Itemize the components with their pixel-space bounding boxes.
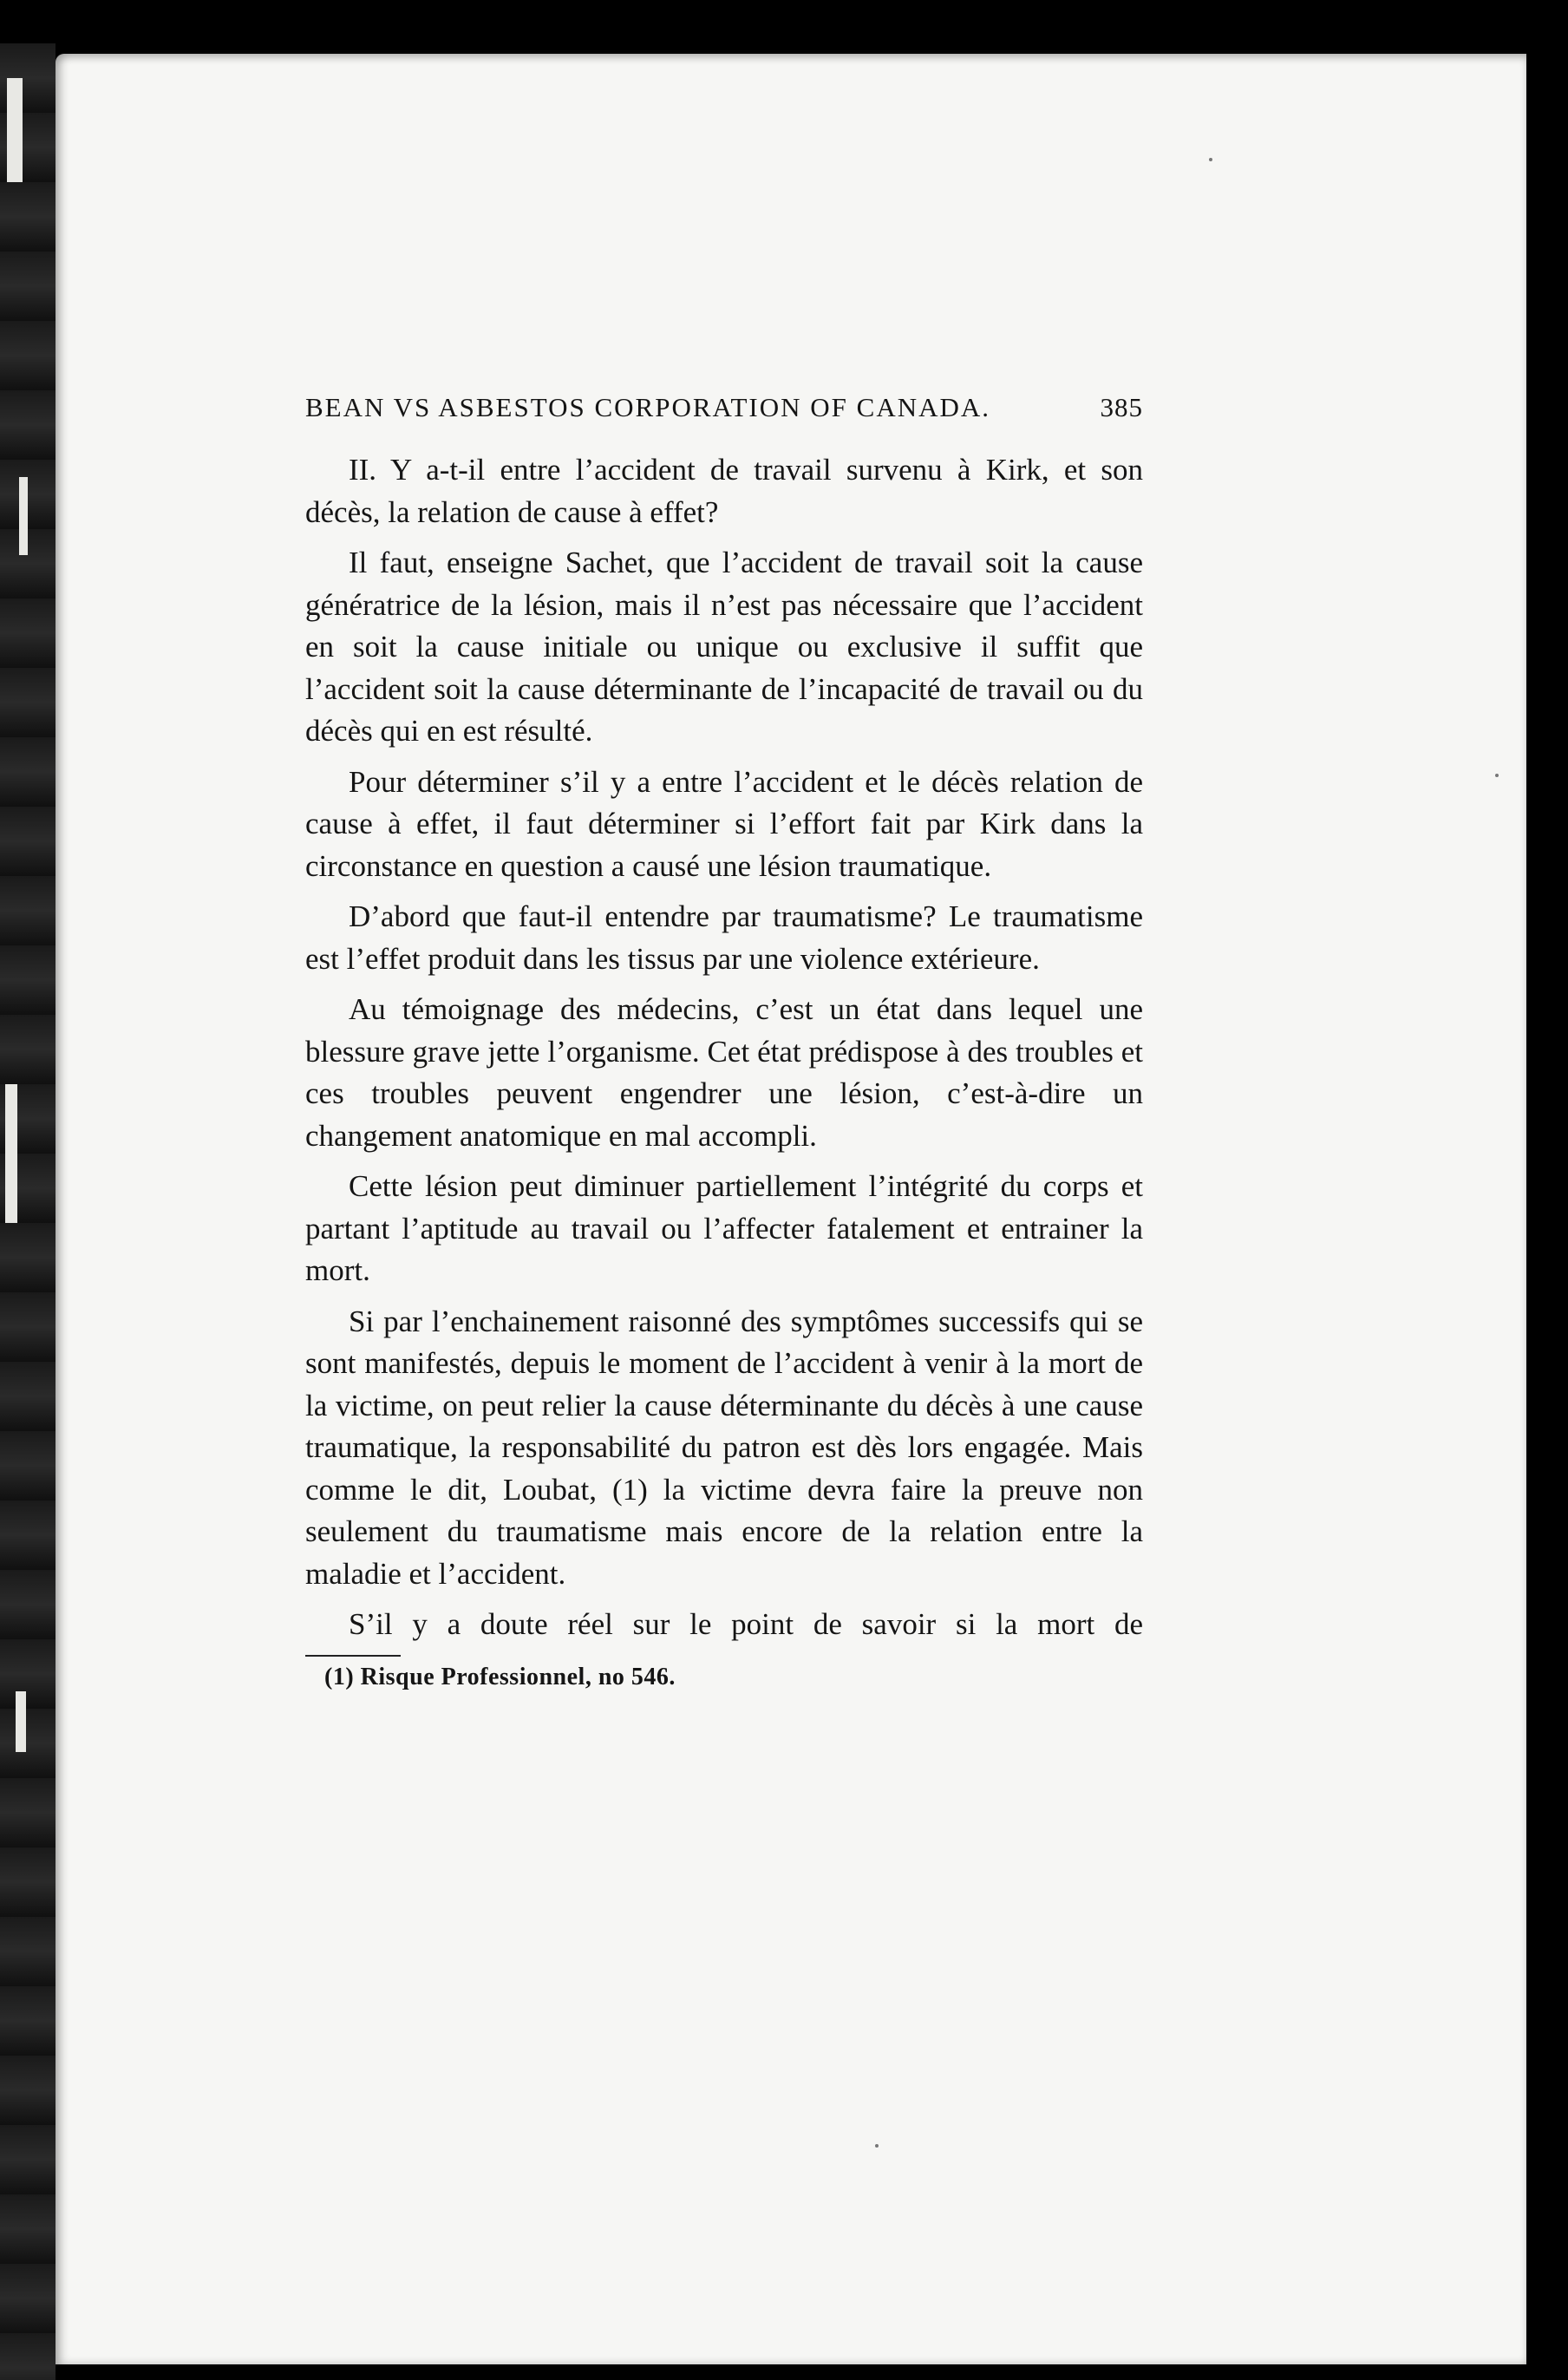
paragraph-doubt: S’il y a doute réel sur le point de savoir si la mort de — [349, 1607, 1143, 1641]
paragraph-determination: Pour déterminer s’il y a entre l’accident et le décès relation de cause à effet, il faut déterminer si l’effort fait par Kirk dans la circonstance en question a causé une lésion traumatique. — [305, 764, 1143, 883]
paragraph-medical-testimony: Au témoignage des médecins, c’est un état dans lequel une blessure grave jette l’organisme. Cet état prédispose à des troubles et ces troubles peuvent engendrer une lésion, c’est-à-dire un changement anatomique en mal accompli. — [305, 992, 1143, 1153]
paragraph-traumatism-definition: D’abord que faut-il entendre par traumatisme? Le traumatisme est l’effet produit dans les tissus par une violence extérieure. — [305, 899, 1143, 976]
paragraph-sachet: Il faut, enseigne Sachet, que l’accident de travail soit la cause génératrice de la lésion, mais il n’est pas nécessaire que l’accident en soit la cause initiale ou unique ou exclusive il suffit que l’accident soit la cause déterminante de l’incapacité de travail ou du décès qui en est résulté. — [305, 546, 1143, 748]
running-head: BEAN VS ASBESTOS CORPORATION OF CANADA. — [305, 392, 991, 422]
paragraph-lesion: Cette lésion peut diminuer partiellement l’intégrité du corps et partant l’aptitude au travail ou l’affecter fatalement et entrainer la mort. — [305, 1169, 1143, 1287]
page-header — [305, 392, 1143, 423]
page-speck — [1209, 158, 1212, 161]
paragraph-responsibility: Si par l’enchainement raisonné des symptômes successifs qui se sont manifestés, depuis le moment de l’accident à venir à la mort de la victime, on peut relier la cause déterminante du décès à une cause traumatique, la responsabilité du patron est dès lors engagée. Mais comme le dit, Loubat, (1) la victime devra faire la preuve non seulement du traumatisme mais encore de la relation entre la maladie et l’accident. — [305, 1304, 1143, 1591]
page-speck — [875, 2144, 879, 2148]
page-content — [305, 392, 1143, 1691]
book-binding-edge — [0, 43, 56, 2380]
footnote: (1) Risque Professionnel, no 546. — [324, 1663, 676, 1690]
page-number: 385 — [1100, 392, 1143, 422]
footnote-rule — [305, 1655, 401, 1657]
page-speck — [1495, 774, 1499, 777]
paragraph-question: II. Y a-t-il entre l’accident de travail survenu à Kirk, et son décès, la relation de cause à effet? — [305, 453, 1143, 529]
